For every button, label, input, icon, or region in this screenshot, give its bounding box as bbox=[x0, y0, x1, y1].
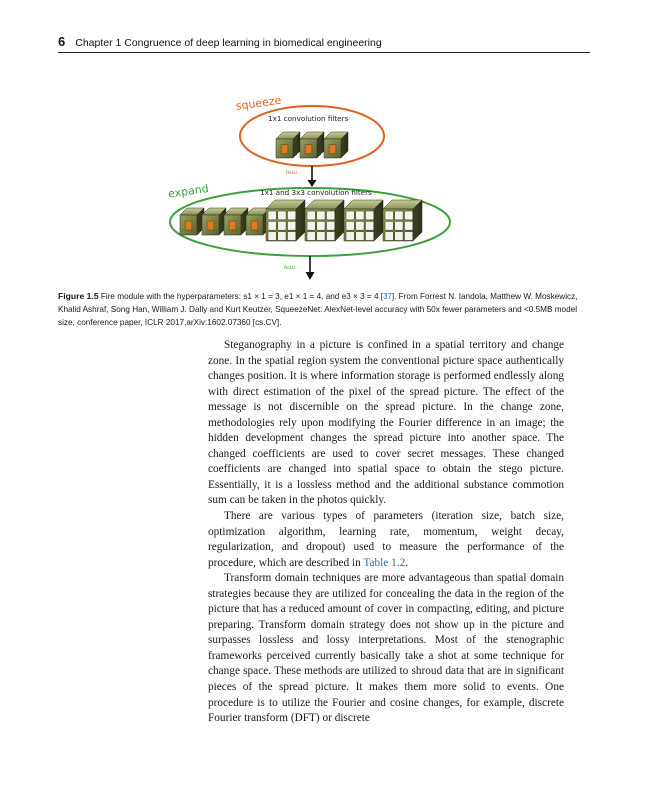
squeeze-filters bbox=[276, 132, 348, 158]
filter-3x3-icon bbox=[344, 200, 383, 241]
caption-text-before: Fire module with the hyperparameters: s1 × 1 = 3, e1 × 1 = 4, and e3 × 3 = 4 [ bbox=[98, 292, 384, 301]
table-reference-link[interactable]: Table 1.2 bbox=[363, 556, 406, 569]
relu-bottom-label: ReLU bbox=[284, 266, 296, 271]
fire-module-figure bbox=[160, 92, 480, 284]
header-rule bbox=[58, 52, 590, 53]
expand-filters bbox=[180, 200, 422, 241]
figure-caption bbox=[58, 290, 590, 329]
paragraph-1: Steganography in a picture is confined in a spatial territory and change zone. In the spatial region system the conventional picture space authentically changes position. It is where information storage is performed endlessly along with direct estimation of the pixel of the spread picture. The effect of the message is not discernible on the spread picture. In the change zone, methodologies rely upon modifying the Fourier difference in an image; the hidden development changes the spread picture into another space. The changed coefficients are used to cover secret messages. These changed coefficients are changed into spatial space to obtain the stego picture. Essentially, it is a lossless method and the additional substance commotion sum can be taken in the photos quickly. bbox=[208, 339, 564, 507]
filter-1x1-icon bbox=[180, 208, 204, 235]
filter-1x1-icon bbox=[300, 132, 324, 158]
running-title: Chapter 1 Congruence of deep learning in biomedical engineering bbox=[75, 37, 382, 49]
caption-citation-link[interactable]: 37 bbox=[383, 292, 392, 301]
filter-3x3-icon bbox=[266, 200, 305, 241]
filter-1x1-icon bbox=[324, 132, 348, 158]
page-number: 6 bbox=[58, 34, 66, 49]
figure-label: Figure 1.5 bbox=[58, 291, 99, 301]
filter-3x3-icon bbox=[305, 200, 344, 241]
filter-1x1-icon bbox=[202, 208, 226, 235]
paragraph-3: Transform domain techniques are more advantageous than spatial domain strategies because they are utilized for concealing the data in the region of the picture that has a reduced amount of cover in compacting, editing, and picture preparing. Transform domain strategy does not show up in the picture and surpasses lossless and lossy interpretations. Most of the stenographic frameworks perceived currently basically take a shot at some technique for change space. These methods are utilized to shroud data that are in significant pieces of the spread picture. It makes them more solid to events. One procedure is to utilize the Fourier and cosine changes, for example, discrete Fourier transform (DFT) or discrete bbox=[208, 572, 564, 725]
relu-top-label: ReLU bbox=[286, 171, 298, 176]
squeeze-label: squeeze bbox=[235, 93, 283, 113]
arrowhead-icon bbox=[306, 272, 315, 280]
paragraph-2-text: There are various types of parameters (iteration size, batch size, optimization algorithm, learning rate, momentum, weight decay, regularization, and dropout) used to measure the performance of the procedure, which are described in bbox=[208, 510, 564, 569]
expand-sublabel: 1x1 and 3x3 convolution filters bbox=[260, 188, 372, 197]
squeeze-sublabel: 1x1 convolution filters bbox=[268, 114, 349, 123]
filter-1x1-icon bbox=[276, 132, 300, 158]
expand-label: expand bbox=[167, 182, 210, 201]
body-text bbox=[208, 338, 564, 727]
filter-3x3-icon bbox=[383, 200, 422, 241]
running-header bbox=[58, 34, 578, 49]
filter-1x1-icon bbox=[224, 208, 248, 235]
paragraph-2-end: . bbox=[405, 556, 409, 569]
arrowhead-icon bbox=[308, 180, 317, 187]
paragraph-2 bbox=[208, 509, 564, 571]
caption-text-after: ]. From Forrest N. Iandola, Matthew W. Moskewicz, Khalid Ashraf, Song Han, William J. Dally and Kurt Keutzer, SqueezeNet: AlexNet-level accuracy with 50x fewer parameters and <0.5MB model size, conference paper, ICLR 2017,arXiv:1602.07360 [cs.CV]. bbox=[58, 292, 578, 327]
